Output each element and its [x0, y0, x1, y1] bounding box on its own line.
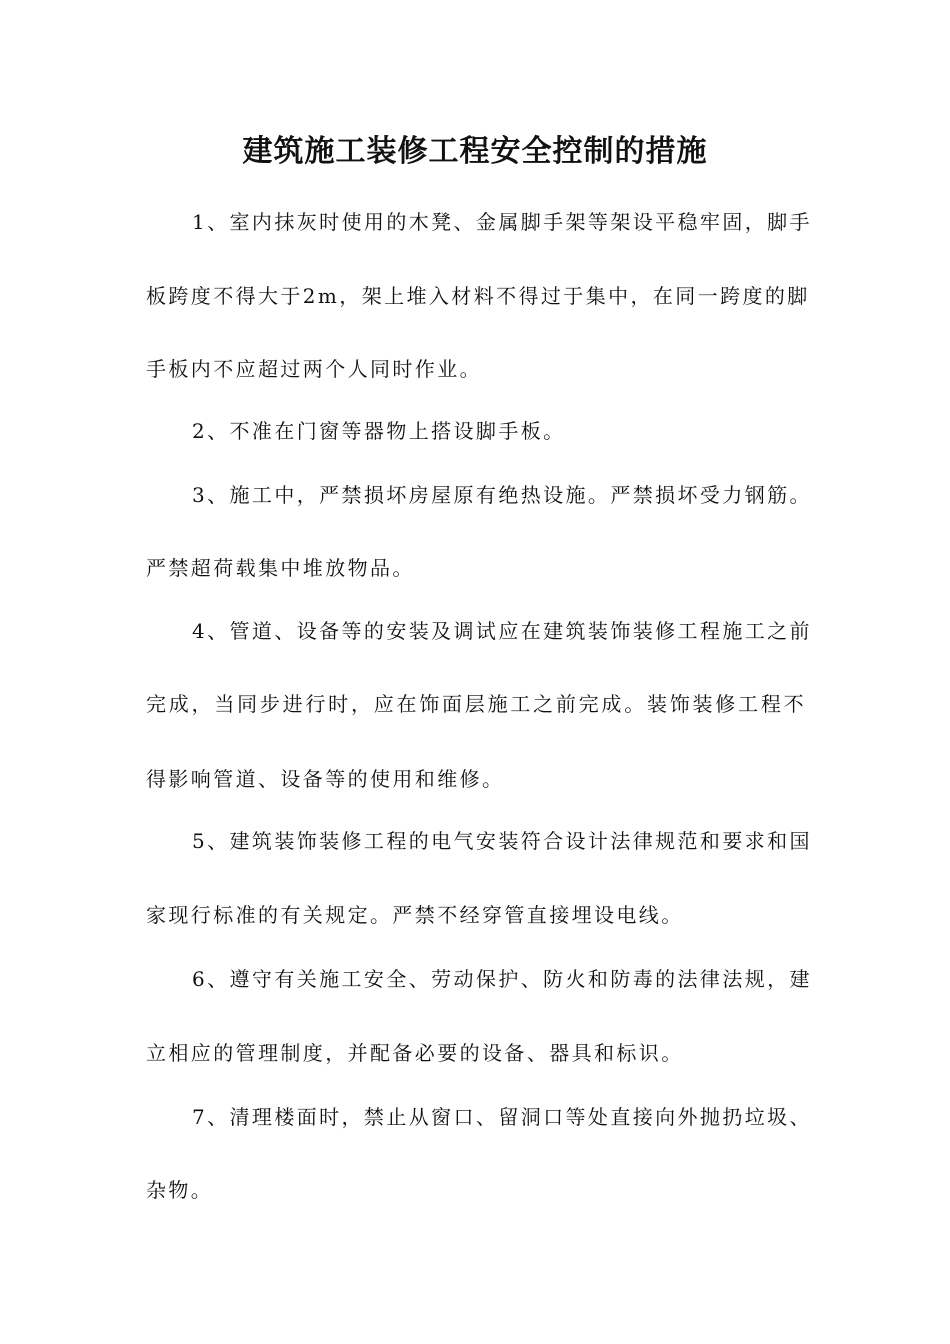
- paragraph-3-line-1: 3、施工中，严禁损坏房屋原有绝热设施。严禁损坏受力钢筋。: [192, 483, 812, 507]
- paragraph-5-line-1: 5、建筑装饰装修工程的电气安装符合设计法律规范和要求和国: [192, 829, 812, 853]
- paragraph-7-line-2: 杂物。: [146, 1178, 214, 1202]
- paragraph-6-line-1: 6、遵守有关施工安全、劳动保护、防火和防毒的法律法规，建: [192, 967, 812, 991]
- paragraph-1-line-3: 手板内不应超过两个人同时作业。: [146, 357, 482, 381]
- paragraph-3-line-2: 严禁超荷载集中堆放物品。: [146, 556, 415, 580]
- paragraph-4-line-2: 完成，当同步进行时，应在饰面层施工之前完成。装饰装修工程不: [146, 692, 806, 716]
- paragraph-6-line-2: 立相应的管理制度，并配备必要的设备、器具和标识。: [146, 1041, 684, 1065]
- paragraph-4-line-1: 4、管道、设备等的安装及调试应在建筑装饰装修工程施工之前: [192, 619, 812, 643]
- paragraph-5-line-2: 家现行标准的有关规定。严禁不经穿管直接埋设电线。: [146, 903, 684, 927]
- paragraph-2-line-1: 2、不准在门窗等器物上搭设脚手板。: [192, 419, 566, 443]
- paragraph-1-line-1: 1、室内抹灰时使用的木凳、金属脚手架等架设平稳牢固，脚手: [192, 210, 812, 234]
- paragraph-1-line-2: 板跨度不得大于2m，架上堆入材料不得过于集中，在同一跨度的脚: [146, 284, 810, 308]
- paragraph-7-line-1: 7、清理楼面时，禁止从窗口、留洞口等处直接向外抛扔垃圾、: [192, 1105, 812, 1129]
- document-title: 建筑施工装修工程安全控制的措施: [242, 134, 708, 169]
- paragraph-4-line-3: 得影响管道、设备等的使用和维修。: [146, 767, 505, 791]
